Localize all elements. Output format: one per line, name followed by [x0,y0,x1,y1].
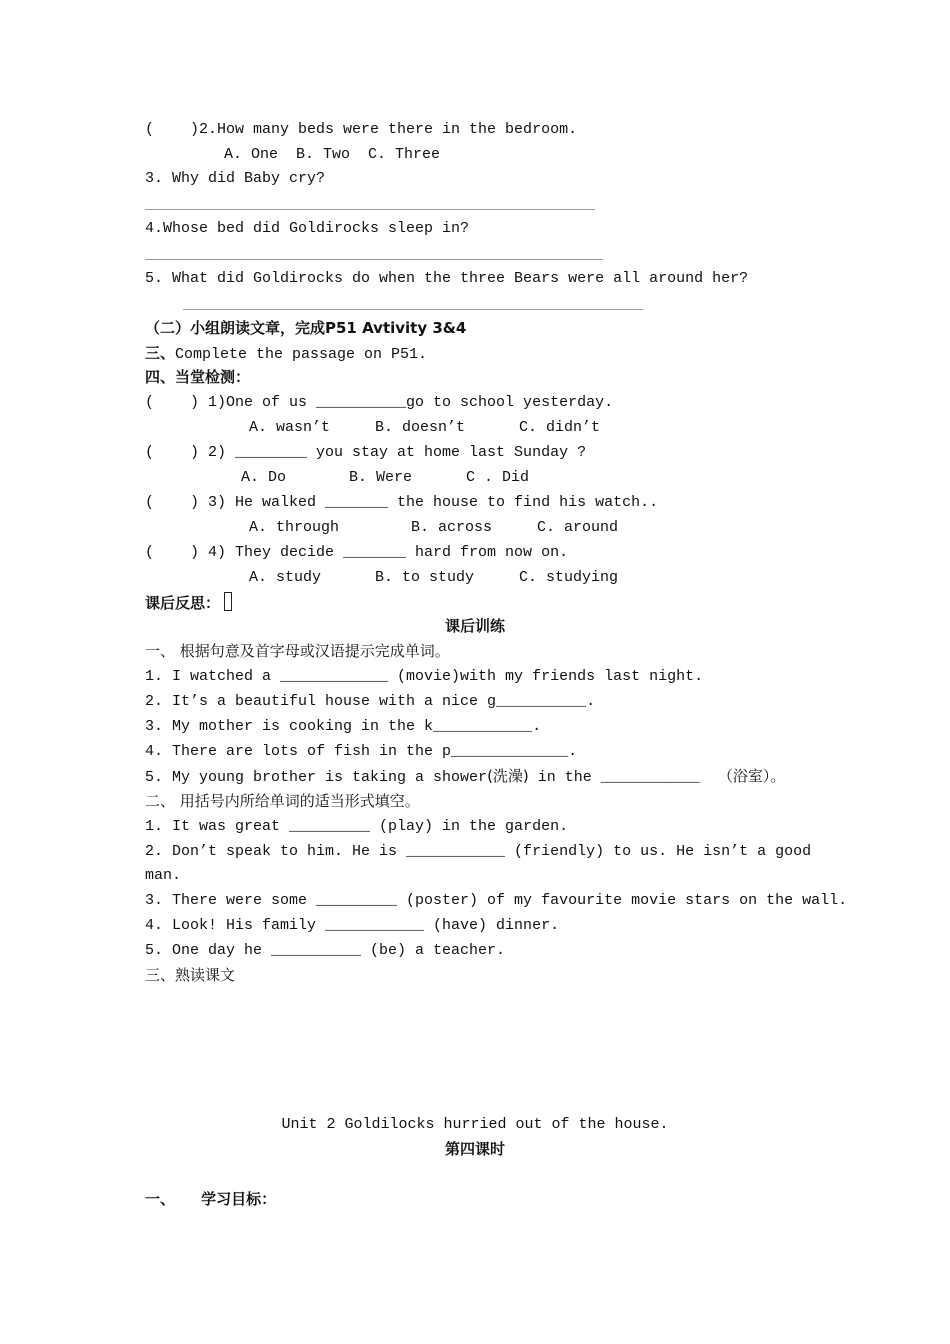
quiz-3-stem: ( ) 3) He walked _______ the house to find his watch.. [145,494,659,511]
hw1-item-5: 5. My young brother is taking a shower(洗澡) in the ___________ （浴室）。 [145,767,786,786]
hw2-item-2: 2. Don’t speak to him. He is ___________ (friendly) to us. He isn’t a good [145,843,812,860]
hw1-item-3: 3. My mother is cooking in the k___________. [145,718,542,735]
question-5: 5. What did Goldirocks do when the three Bears were all around her? [145,270,749,287]
answer-line-5[interactable] [183,309,643,310]
section-4-heading: 四、当堂检测： [145,368,251,386]
question-2-options: A. One B. Two C. Three [224,146,441,163]
objectives-heading: 一、 学习目标： [145,1190,277,1208]
reflection-box[interactable] [224,592,232,611]
question-4: 4.Whose bed did Goldirocks sleep in? [145,220,470,237]
reflection-label: 课后反思： [145,594,221,612]
quiz-3-options: A. through B. across C. around [249,519,619,536]
hw1-item-2: 2. It’s a beautiful house with a nice g__________. [145,693,596,710]
hw2-item-2-cont: man. [145,867,182,884]
quiz-4-options: A. study B. to study C. studying [249,569,619,586]
quiz-1-stem: ( ) 1)One of us __________go to school yesterday. [145,394,614,411]
section-3-heading: 三、Complete the passage on P51. [145,344,428,363]
quiz-4-stem: ( ) 4) They decide _______ hard from now on. [145,544,569,561]
hw2-item-3: 3. There were some _________ (poster) of my favourite movie stars on the wall. [145,892,848,909]
hw1-item-4: 4. There are lots of fish in the p_____________. [145,743,578,760]
answer-line-4[interactable] [145,259,603,260]
reflection-line [145,592,232,614]
hw1-item-1: 1. I watched a ____________ (movie)with my friends last night. [145,668,704,685]
quiz-1-options: A. wasn’t B. doesn’t C. didn’t [249,419,601,436]
hw2-heading: 二、 用括号内所给单词的适当形式填空。 [145,792,420,810]
lesson-title: 第四课时 [444,1140,505,1158]
hw2-item-5: 5. One day he __________ (be) a teacher. [145,942,506,959]
homework-title: 课后训练 [444,617,505,635]
answer-line-3[interactable] [145,209,595,210]
quiz-2-options: A. Do B. Were C . Did [241,469,530,486]
hw2-item-4: 4. Look! His family ___________ (have) dinner. [145,917,560,934]
question-2: ( )2.How many beds were there in the bedroom. [145,121,578,138]
unit-title: Unit 2 Goldilocks hurried out of the house. [281,1116,669,1133]
section-2-heading: （二）小组朗读文章，完成P51 Avtivity 3&4 [145,319,467,337]
quiz-2-stem: ( ) 2) ________ you stay at home last Sunday ? [145,444,587,461]
hw1-heading: 一、 根据句意及首字母或汉语提示完成单词。 [145,642,450,660]
question-3: 3. Why did Baby cry? [145,170,326,187]
hw2-item-1: 1. It was great _________ (play) in the garden. [145,818,569,835]
hw3-heading: 三、熟读课文 [145,966,236,984]
